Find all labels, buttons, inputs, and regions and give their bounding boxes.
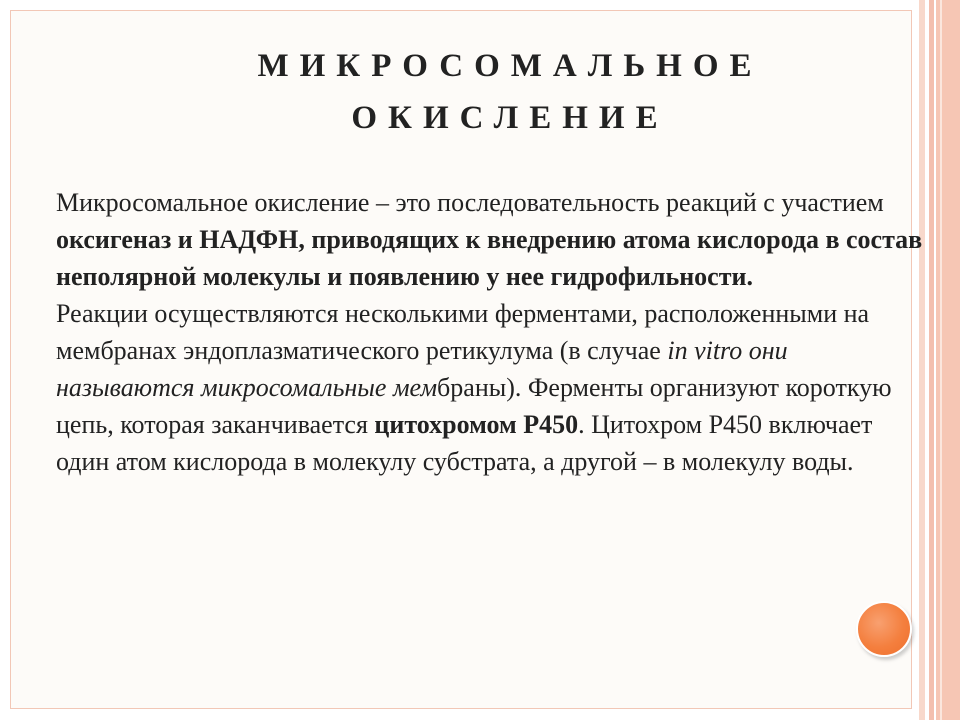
title-line-2: ОКИСЛЕНИЕ bbox=[351, 100, 669, 136]
definition-bold-text: оксигеназ и НАДФН, приводящих к внедрению атома кислорода в состав неполярной молекулы и появлению у нее гидрофильности. bbox=[56, 225, 923, 291]
reactions-text: Реакции осуществляются несколькими ферментами, расположенными на мембранах эндоплазматического ретикулума (в случае bbox=[56, 299, 870, 365]
paragraph-reactions bbox=[56, 295, 926, 480]
reactions-italic-text: in vitro они называются микросомальные мем bbox=[56, 336, 788, 402]
paragraph-definition bbox=[56, 184, 926, 295]
definition-text: Микросомальное окисление – это последовательность реакций с участием bbox=[56, 188, 884, 217]
slide-body bbox=[56, 184, 926, 480]
reactions-text: браны). Ферменты организуют короткую цепь, которая заканчивается bbox=[56, 373, 892, 439]
cytochrome-bold-text: цитохромом Р450 bbox=[374, 410, 579, 439]
reactions-text: . Цитохром Р450 включает один атом кислорода в молекулу субстрата, а другой – в молекулу воды. bbox=[56, 410, 873, 476]
title-line-1: МИКРОСОМАЛЬНОЕ bbox=[257, 48, 763, 84]
slide-title bbox=[60, 40, 960, 144]
decorative-orb bbox=[856, 601, 912, 657]
